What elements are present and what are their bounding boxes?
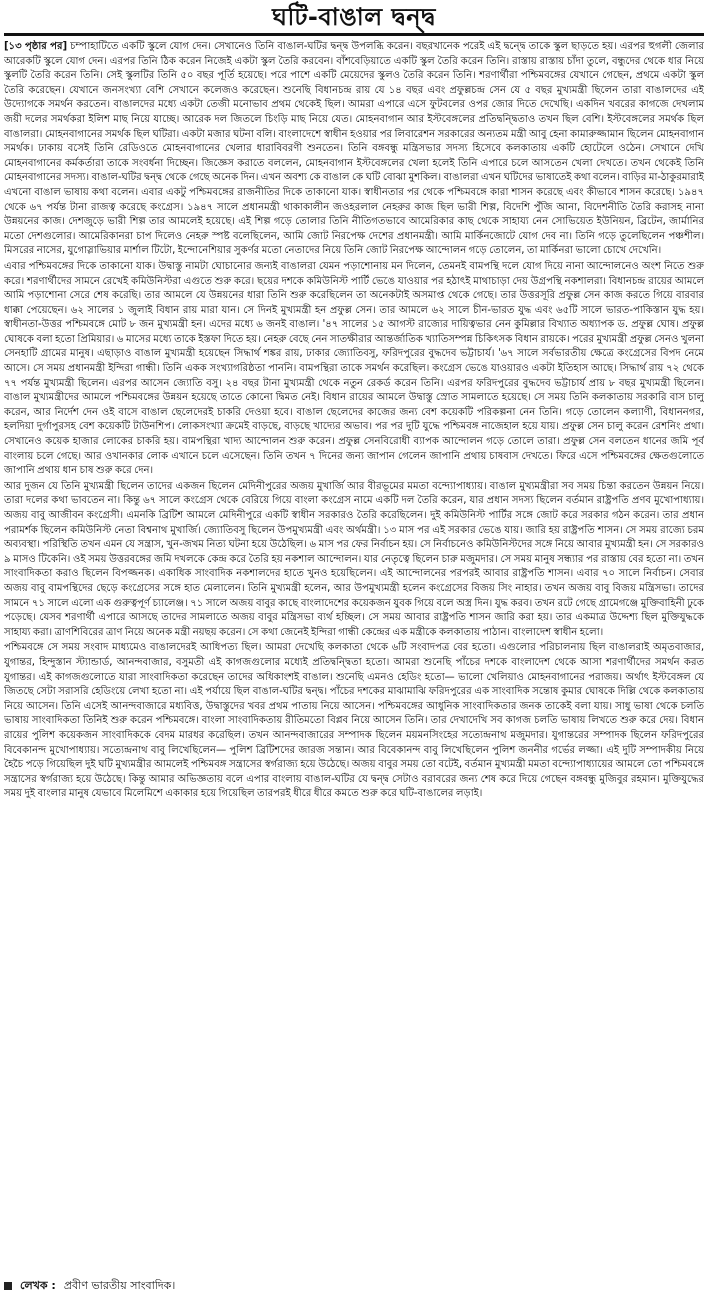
headline: ঘটি-বাঙাল দ্বন্দ্ব — [272, 2, 436, 31]
article-paragraph: পশ্চিমবঙ্গে সে সময় সংবাদ মাধ্যমেও বাঙালদেরই আধিপত্য ছিল। আমরা দেখেছি কলকাতা থেকে ৬টি সংবাদপত্র বের হতো। এগুলোর পরিচালনায় ছিল বাঙালরাই অমৃতবাজার, যুগান্তর, হিন্দুস্তান স্ট্যান্ডার্ড, আনন্দবাজার, বসুমতী এই কাগজগুলোর মধ্যেই প্রতিদ্বন্দ্বিতা হতো। আমরা শুনেছি পাঁচের দশকে বাংলাদেশ থেকে আসা শরণার্থীদের সমর্থন করত যুগান্তর। এই কাগজগুলোতে যারা সাংবাদিকতা করেছেন তাদের অধিকাংশই বাঙাল। শুনেছি এমনও হেডিং হতো— ভালো খেলিয়াও মোহনবাগানের পরাজয়। অর্থাৎ ইস্টবেঙ্গল যে জিতছে সেটা সরাসরি হেডিংয়ে লেখা হতো না। এই পর্যায়ে ছিল বাঙাল-ঘটির দ্বন্দ্ব। পাঁচের দশকের মাঝামাঝি ফরিদপুরের এক সাংবাদিক সন্তোষ কুমার ঘোষকে দিল্লি থেকে কলকাতায় নিয়ে আসেন। তিনি এসেই আনন্দবাজারে মধ্যবিত্ত, উদ্বাস্তুদের খবর প্রথম পাতায় নিয়ে আসেন। পশ্চিমবঙ্গের আধুনিক সাংবাদিকতার জনক তাকেই বলা যায়। সাধু ভাষা থেকে চলতি ভাষায় সাংবাদিকতা তিনিই শুরু করেন পশ্চিমবঙ্গে। বাংলা সাংবাদিকতায় রীতিমতো বিপ্লব নিয়ে আসেন তিনি। তার দেখাদেখি সব কাগজ চলতি ভাষায় লিখতে শুরু করে দেয়। বিধান রায়ের পুলিশ কয়েকজন সাংবাদিককে বেদম মারধর করেছিল। তখন আনন্দবাজারের সম্পাদক ছিলেন ময়মনসিংহের সত্যেন্দ্রনাথ মজুমদার। যুগান্তরের সম্পাদক ছিলেন ফরিদপুরের বিবেকানন্দ মুখোপাধ্যায়। সত্যেন্দ্রনাথ বাবু লিখেছিলেন— পুলিশ ব্রিটিশদের জারজ সন্তান। আর বিবেকানন্দ বাবু লিখেছিলেন পুলিশ জননীর গর্ভের লজ্জা। এই দুটি সম্পাদকীয় নিয়ে হৈচৈ পড়ে গিয়েছিল দুই ঘটি মুখ্যমন্ত্রীর আমলেই পশ্চিমবঙ্গ সন্ত্রাসের স্বর্গরাজ্য হয়ে উঠেছে। অজয় বাবুর সময় তো বটেই, বর্তমান মুখ্যমন্ত্রী মমতা বন্দ্যোপাধ্যায়ের আমলে তো পশ্চিমবঙ্গে সন্ত্রাসের স্বর্গরাজ্য হয়ে উঠেছে। কিন্তু আমার অভিজ্ঞতায় বলে এপার বাংলায় বাঙাল-ঘটির যে দ্বন্দ্ব সেটাও বরাবরের জন্য শেষ করে দিয়ে গেছেন বঙ্গবন্ধু মুজিবুর রহমান। মুক্তিযুদ্ধের সময় দুই বাংলার মানুষ যেভাবে মিলেমিশে একাকার হয়ে গিয়েছিল তারপরই ধীরে ধীরে কমতে শুরু করে ঘটি-বাঙালের লড়াই। — [4, 642, 704, 800]
article-body — [4, 40, 704, 1268]
byline-text: প্রবীণ ভারতীয় সাংবাদিক। — [63, 1278, 176, 1292]
headline-bar — [4, 0, 704, 36]
byline-label: লেখক : — [20, 1278, 56, 1292]
byline — [4, 1276, 704, 1296]
paragraph-text: চম্পাহাটিতে একটি স্কুলে যোগ দেন। সেখানেও তিনি বাঙাল-ঘটির দ্বন্দ্ব উপলব্ধি করেন। বছরখানেক পরেই এই দ্বন্দ্বে তাকে স্কুল ছাড়তে হয়। এরপর হুগলী জেলার আরেকটি স্কুলে যোগ দেন। এরপর তিনি ঠিক করেন নিজেই একটা স্কুল তৈরি করবেন। বাঁশবেড়িয়াতে একটি স্কুল তৈরি করেন তিনি। রাস্তায় রাস্তায় চাঁদা তুলে, বন্ধুদের থেকে ধার নিয়ে স্কুলটি তৈরি করেন তিনি। সেই স্কুলটির তিনি ৫০ বছর পূর্তি হয়েছে। পরে পাশে একটি মেয়েদের স্কুলও তৈরি করেন তিনি। শরণার্থীরা পশ্চিমবঙ্গের যেখানে গেছেন, প্রথমে একটা স্কুল তৈরি করেছেন। যেখানে জনসংখ্যা বেশি সেখানে কলেজও করেছেন। শুনেছি বিধানচন্দ্র রায় যে ১৪ বছর এবং প্রফুল্লচন্দ্র সেন যে ৫ বছর মুখ্যমন্ত্রী ছিলেন তারা বাঙালদের এই উদ্যোগকে সমর্থন করতেন। বাঙালদের মধ্যে একটা তেজী মনোভাব প্রথম থেকেই ছিল। আমরা এপারে এসে ফুটবলের ওপর জোর দিতে দেখেছি। একদিন খবরের কাগজে দেখলাম জয়ী দলের সমর্থকরা ইলিশ মাছ নিয়ে যাচ্ছে। আরেক দল জিতলে চিংড়ি মাছ নিয়ে যেত। মোহনবাগান আর ইস্টবেঙ্গলের প্রতিদ্বন্দ্বিতাও তখন ছিল বেশি। ইস্টবেঙ্গলের সমর্থক ছিল বাঙালরা। মোহনবাগানের সমর্থক ছিল ঘটিরা। একটা মজার ঘটনা বলি। বাংলাদেশে স্বাধীন হওয়ার পর লিবারেশন সরকারের অন্যতম মন্ত্রী আবু হেনা কামারুজ্জামান ছিলেন মোহনবাগান সমর্থক। ঢাকায় বসেই তিনি রেডিওতে মোহনবাগানের খেলার ধারাবিবরণী শুনতেন। তিনি বঙ্গবন্ধু মন্ত্রিসভার সদস্য হিসেবে কলকাতায় একটি হোটেলে ওঠেন। সেখানে দেখি মোহনবাগানের কর্মকর্তারা তাকে সংবর্ধনা দিচ্ছেন। জিজ্ঞেস করাতে বললেন, মোহনবাগান ইস্টবেঙ্গলের খেলা হলেই তিনি এপারে চলে আসতেন খেলা দেখতে। তখন থেকেই তিনি মোহনবাগানের সদস্য। বাঙাল-ঘটির দ্বন্দ্ব থেকে গেছে অনেক দিন। এখন অবশ্য কে বাঙাল কে ঘটি বোঝা মুশকিল। বাঙালরা এখন ঘটিদের ভাষাতেই কথা বলেন। বাড়ির মা-ঠাকুরমারাই এখনো বাঙাল ভাষায় কথা বলেন। এবার একটু পশ্চিমবঙ্গের রাজনীতির দিকে তাকানো যাক। স্বাধীনতার পর থেকে পশ্চিমবঙ্গে কারা শাসন করেছে এবং কীভাবে শাসন করেছে। ১৯৪৭ থেকে ৬৭ পর্যন্ত টানা রাজত্ব করেছে কংগ্রেস। ১৯৪৭ সালে প্রধানমন্ত্রী থাকাকালীন জওহরলাল নেহরুর কাজ ছিল ভারী শিল্প, বিদেশি পুঁজি আনা, বিদেশনীতি তৈরি করাসহ নানা উন্নয়নের কাজ। দেশজুড়ে ভারী শিল্প তার আমলেই হয়েছে। এই শিল্প গড়ে তোলার তিনি নীতিগতভাবে আমেরিকার কাছ থেকে সাহায্য নেন সোভিয়েত ইউনিয়ন, ব্রিটেন, জার্মানির মতো দেশগুলোর। আমেরিকানরা চাপ দিলেও নেহরু স্পষ্ট বলেছিলেন, আমি জোট নিরপেক্ষ দেশের প্রধানমন্ত্রী। আমি মার্কিনজোটে যোগ দেব না। তিনি গড়ে তুলেছিলেন পঞ্চশীল। মিসরের নাসের, যুগোস্লাভিয়ার মার্শাল টিটো, ইন্দোনেশিয়ার সুকর্ণর মতো নেতাদের নিয়ে তিনি জোট নিরপেক্ষ আন্দোলন গড়ে তোলেন, তা মার্কিনরা ভালো চোখে দেখেনি। — [4, 41, 704, 257]
article-paragraph: এবার পশ্চিমবঙ্গের দিকে তাকানো যাক। উদ্বাস্তু নামটা ঘোচানোর জন্যই বাঙালরা যেমন পড়াশোনায় মন দিলেন, তেমনই বামপন্থি দলে যোগ দিয়ে নানা আন্দোলনেও অংশ নিতে শুরু করে। শরণার্থীদের সামনে রেখেই কমিউনিস্টরা এগুতে শুরু করে। ছয়ের দশকে কমিউনিস্ট পার্টি ভেঙে যাওয়ার পর হঠাৎই মাথাচাড়া দেয় উগ্রপন্থি নকশালরা। বিধানচন্দ্র রায়ের আমলে আমি পড়াশোনা সেরে শেষ করেছি। তার আমলে যে উন্নয়নের ধারা তিনি শুরু করেছিলেন তা অনেকটাই অসমাপ্ত থেকে গেছে। তার উত্তরসূরি প্রফুল্ল সেন কাজ করতে গিয়ে বারবার ধাক্কা পেয়েছেন। ৬২ সালের ১ জুলাই বিধান রায় মারা যান। সে দিনই মুখ্যমন্ত্রী হন প্রফুল্ল সেন। তার আমলে ৬২ সালে চীন-ভারত যুদ্ধ এবং ৬৫টি সালে ভারত-পাকিস্তান যুদ্ধ হয়। স্বাধীনতা-উত্তর পশ্চিমবঙ্গে মোট ৮ জন মুখ্যমন্ত্রী হন। এদের মধ্যে ৬ জনই বাঙাল। '৪৭ সালের ১৫ আগস্ট রাজ্যের দায়িত্বভার নেন কুমিল্লার বিখ্যাত অধ্যাপক ড. প্রফুল্ল ঘোষ। প্রফুল্ল ঘোষকে বলা হতো প্রিমিয়ার। ৬ মাসের মধ্যে তাকে ইস্তফা দিতে হয়। নেহরু বেছে নেন সাতক্ষীরার আন্তর্জাতিক খ্যাতিসম্পন্ন চিকিৎসক বিধান রায়কে। পরের মুখ্যমন্ত্রী প্রফুল্ল সেনও খুলনা সেনহাটি গ্রামের মানুষ। এছাড়াও বাঙাল মুখ্যমন্ত্রী হয়েছেন সিদ্ধার্থ শঙ্কর রায়, ঢাকার জ্যোতিবসু, ফরিদপুরের বুদ্ধদেব ভট্টাচার্য। '৬৭ সালে সর্বভারতীয় ক্ষেত্রে কংগ্রেসের বিপদ নেমে আসে। সে সময় প্রধানমন্ত্রী ইন্দিরা গান্ধী। তিনি একক সংখ্যাগরিষ্ঠতা পাননি। বামপন্থিরা তাকে সমর্থন করেছিল। কংগ্রেস ভেঙে যাওয়ারও একটা ইতিহাস আছে। সিদ্ধার্থ রায় ৭২ থেকে ৭৭ পর্যন্ত মুখ্যমন্ত্রী ছিলেন। এরপর আসেন জ্যোতি বসু। ২৪ বছর টানা মুখ্যমন্ত্রী থেকে নতুন রেকর্ড করেন তিনি। এরপর ফরিদপুরের বুদ্ধদেব ভট্টাচার্য প্রায় ৮ বছর মুখ্যমন্ত্রী ছিলেন। বাঙাল মুখ্যমন্ত্রীদের আমলে পশ্চিমবঙ্গের উন্নয়ন হয়েছে তাতে কোনো দ্বিমত নেই। বিধান রায়ের আমলে উদ্বাস্তু স্রোত সামলাতে হয়েছে। সে সময় তিনি কলকাতায় সরকারি বাস চালু করেন, আর নির্দেশ দেন ওই বাসে বাঙাল ছেলেদেরই চাকরি দেওয়া হবে। বাঙাল ছেলেদের কাজের জন্য বেশ কয়েকটি পরিকল্পনা নেন তিনি। গড়ে তোলেন কল্যাণী, বিধাননগর, হলদিয়া দুর্গাপুরসহ বেশ কয়েকটি টাউনশিপ। লোকসংখ্যা ক্রমেই বাড়ছে, বাড়ছে খাদ্যের অভাব। পর পর দুটি যুদ্ধে পশ্চিমবঙ্গ নাজেহাল হয়ে যায়। প্রফুল্ল সেন চালু করেন রেশনিং প্রথা। সেখানেও কয়েক হাজার লোকের চাকরি হয়। বামপন্থিরা খাদ্য আন্দোলন শুরু করেন। প্রফুল্ল সেনবিরোধী ব্যাপক আন্দোলন গড়ে তোলে তারা। প্রফুল্ল সেন বলতেন ধানের জমি পূর্ব বাংলায় চলে গেছে। আর ওখানকার লোক এখানে চলে এসেছেন। তিনি তখন ৭ দিনের জন্য জাপান গেলেন জাপানি প্রথায় চাষবাস দেখতে। ফিরে এসে পশ্চিমবঙ্গের ক্ষেতগুলোতে জাপানি প্রথায় ধান চাষ শুরু করে দেন। — [4, 260, 704, 477]
article-paragraph: আর দুজন যে তিনি মুখ্যমন্ত্রী ছিলেন তাদের একজন ছিলেন মেদিনীপুরের অজয় মুখার্জি আর বীরভূমের মমতা বন্দ্যোপাধ্যায়। বাঙাল মুখ্যমন্ত্রীরা সব সময় চিন্তা করতেন উন্নয়ন নিয়ে। তারা দলের কথা ভাবতেন না। কিন্তু ৬৭ সালে কংগ্রেস থেকে বেরিয়ে গিয়ে বাংলা কংগ্রেস নামে একটি দল তৈরি করেন, যার প্রধান সদস্য ছিলেন বর্তমান রাষ্ট্রপতি প্রণব মুখোপাধ্যায়। অজয় বাবু আজীবন কংগ্রেসী। এমনকি ব্রিটিশ আমলে মেদিনীপুরে একটি স্বাধীন সরকারও তৈরি করেছিলেন। দুই কমিউনিস্ট পার্টির সঙ্গে জোট করে সরকার গঠন করেন। তার প্রধান পরামর্শক ছিলেন কমিউনিস্ট নেতা বিশ্বনাথ মুখার্জি। জ্যোতিবসু ছিলেন উপমুখ্যমন্ত্রী এবং অর্থমন্ত্রী। ১৩ মাস পর এই সরকার ভেঙে যায়। জারি হয় রাষ্ট্রপতি শাসন। সে সময় রাজ্যে চরম অব্যবস্থা। পরিস্থিতি তখন এমন যে সন্ত্রাস, খুন-জখম নিত্য ঘটনা হয়ে উঠেছিল। ৬ মাস পর ফের নির্বাচন হয়। সে নির্বাচনেও কমিউনিস্টদের সঙ্গে নিয়ে আবার মুখ্যমন্ত্রী হন। সে সরকারও ৯ মাসও টিকেনি। ওই সময় উত্তরবঙ্গের জমি দখলকে কেন্দ্র করে তৈরি হয় নকশাল আন্দোলন। যার নেতৃত্বে ছিলেন চারু মজুমদার। সে সময় মানুষ সন্ধ্যার পর রাস্তায় বের হতো না। তখন সাংবাদিকতা করাও ছিলেন বিপজ্জনক। একাধিক সাংবাদিক নকশালদের হাতে খুনও হয়েছিলেন। এই আন্দোলনের পরপরই আবার রাষ্ট্রপতি শাসন। এবার ৭০ সালে নির্বাচন। সেবার অজয় বাবু বামপন্থিদের ছেড়ে কংগ্রেসের সঙ্গে হাত মেলালেন। তিনি মুখ্যমন্ত্রী হলেন, আর উপমুখ্যমন্ত্রী হলেন কংগ্রেসের বিজয় সিং নাহার। তখন অজয় বাবু বিজয় মন্ত্রিসভা। তাদের সামনে ৭১ সালে এলো এক গুরুত্বপূর্ণ চ্যালেঞ্জ। ৭১ সালে অজয় বাবুর কাছে বাংলাদেশের কয়েকজন যুবক গিয়ে বলে অস্ত্র দিন। যুদ্ধ করব। তখন রটে গেছে গ্রামেগঞ্জে মুক্তিবাহিনী ঢুকে পড়েছে। যেসব শরণার্থী এপারে আসছে তাদের সামলাতে অজয় বাবুর মন্ত্রিসভা ব্যর্থ হচ্ছিল। সে সময় আবার রাষ্ট্রপতি শাসন জারি করা হয়। তার একমাত্র উদ্দেশ্য ছিল মুক্তিযুদ্ধকে সাহায্য করা। ত্রাণশিবিরের ত্রাণ নিয়ে অনেক মন্ত্রী নয়ছয় করেন। সে কথা জেনেই ইন্দিরা গান্ধী কেন্দ্রের এক মন্ত্রীকে কলকাতায় পাঠান। বাংলাদেশ স্বাধীন হলো। — [4, 480, 704, 638]
square-bullet-icon — [4, 1282, 12, 1290]
continued-from-label: [১৩ পৃষ্ঠার পর] — [4, 41, 68, 52]
article-paragraph — [4, 40, 704, 259]
